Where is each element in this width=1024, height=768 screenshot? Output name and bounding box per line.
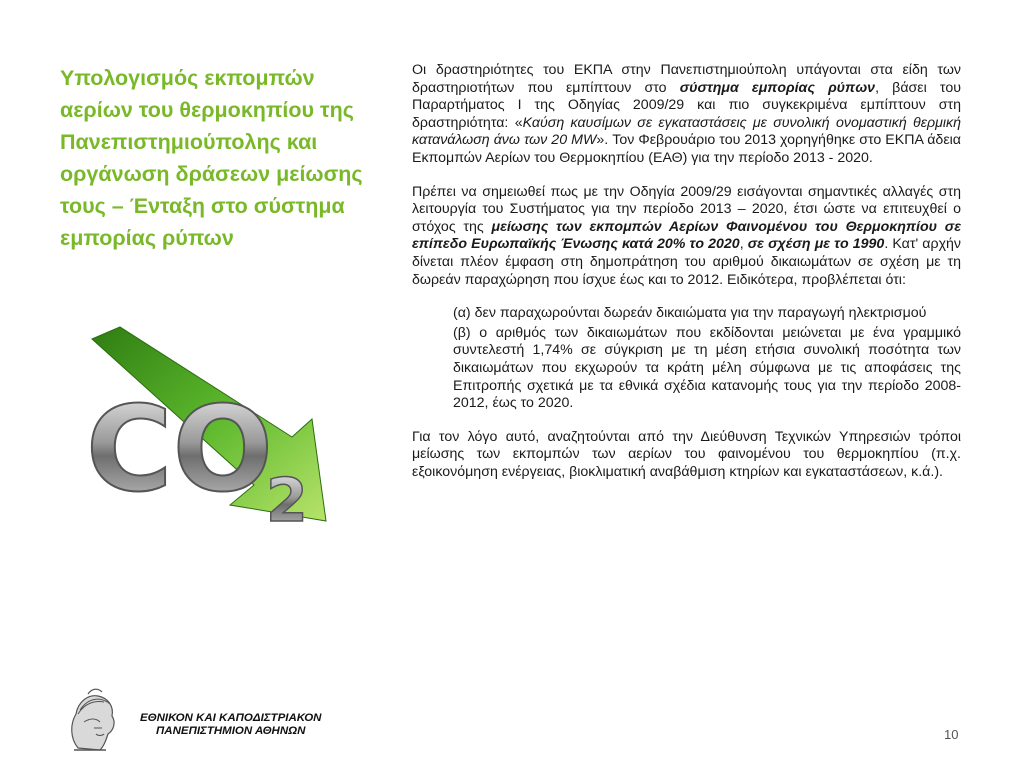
- paragraph2-text-a: Πρέπει να σημειωθεί πως με την Οδηγία 2009/29 εισάγονται σημαντικές αλλαγές στη λειτουργία του Συστήματος για την περίοδο 2013 – 2020, έτσι ώστε να επιτευχθεί ο στόχος της: [412, 183, 961, 235]
- university-name-line1: ΕΘΝΙΚΟΝ ΚΑΙ ΚΑΠΟΔΙΣΤΡΙΑΚΟΝ: [140, 712, 322, 724]
- paragraph1-text-a: Οι δραστηριότητες του ΕΚΠΑ στην Πανεπιστημιούπολη υπάγονται στα είδη των δραστηριοτήτων που εμπίπτουν στο: [412, 62, 961, 96]
- paragraph-directive-changes: [412, 184, 961, 290]
- page-number: 10: [944, 727, 959, 742]
- co2-text: CO: [86, 380, 273, 518]
- co2-reduction-arrow-icon: [80, 325, 380, 530]
- paragraph1-text-c: , βάσει του Παραρτήματος Ι της Οδηγίας 2009/29 και πιο συγκεκριμένα εμπίπτουν στη δραστηριότητα: «: [412, 79, 961, 131]
- list-item: (α) δεν παραχωρούνται δωρεάν δικαιώματα για την παραγωγή ηλεκτρισμού: [453, 305, 927, 322]
- paragraph-ekpa-activities: [412, 62, 961, 168]
- university-name: [140, 712, 321, 738]
- university-name-line2: ΠΑΝΕΠΙΣΤΗΜΙΟΝ ΑΘΗΝΩΝ: [156, 725, 306, 737]
- paragraph1-text-e: ». Τον Φεβρουάριο του 2013 χορηγήθηκε στο ΕΚΠΑ άδεια Εκπομπών Αερίων του Θερμοκηπίου (ΕΑΘ) για την περίοδο 2013 - 2020.: [412, 132, 961, 166]
- paragraph1-emphasis-emissions-trading: σύστημα εμπορίας ρύπων: [679, 79, 876, 96]
- paragraph2-text-c: ,: [739, 236, 748, 253]
- co2-subscript: 2: [266, 466, 308, 530]
- athena-head-logo-icon: [64, 688, 120, 756]
- body-text: [412, 62, 961, 481]
- slide-title: Υπολογισμός εκπομπών αερίων του θερμοκηπίου της Πανεπιστημιούπολης και οργάνωση δράσεων μείωσης τους – Ένταξη στο σύστημα εμπορίας ρύπων: [60, 66, 363, 250]
- list-item: (β) ο αριθμός των δικαιωμάτων που εκδίδονται μειώνεται με ένα γραμμικό συντελεστή 1,74% σε σύγκριση με τη μέση ετήσια συνολική ποσότητα των δικαιωμάτων που εκχωρούν τα κράτη μέλη σύμφωνα με τις αποφάσεις της Επιτροπής σχετικά με τα εθνικά σχέδια κατανομής τους για την περίοδο 2008-2012, έως το 2020.: [453, 324, 961, 412]
- paragraph2-text-e: . Κατ' αρχήν δίνεται πλέον έμφαση στη δημοπράτηση του αριθμού δικαιωμάτων σε σχέση με τη δωρεάν παραχώρηση που ίσχυε έως και το 2012. Ειδικότερα, προβλέπεται ότι:: [412, 236, 962, 288]
- paragraph-technical-services: Για τον λόγο αυτό, αναζητούνται από την Διεύθυνση Τεχνικών Υπηρεσιών τρόποι μείωσης των εκπομπών των αερίων του φαινομένου του θερμοκηπίου (π.χ. εξοικονόμηση ενέργειας, βιοκλιματική αναβάθμιση κτηρίων και εγκαταστάσεων, κ.ά.).: [412, 428, 961, 480]
- paragraph1-emphasis-fuel-combustion: Καύση καυσίμων σε εγκαταστάσεις με συνολική ονομαστική θερμική κατανάλωση άνω των 20 MW: [412, 114, 961, 149]
- paragraph2-emphasis-reduction-target: μείωσης των εκπομπών Αερίων Φαινομένου του Θερμοκηπίου σε επίπεδο Ευρωπαϊκής Ένωσης κατά 20% το 2020: [412, 218, 961, 253]
- paragraph2-emphasis-baseline-year: σε σχέση με το 1990: [747, 236, 885, 253]
